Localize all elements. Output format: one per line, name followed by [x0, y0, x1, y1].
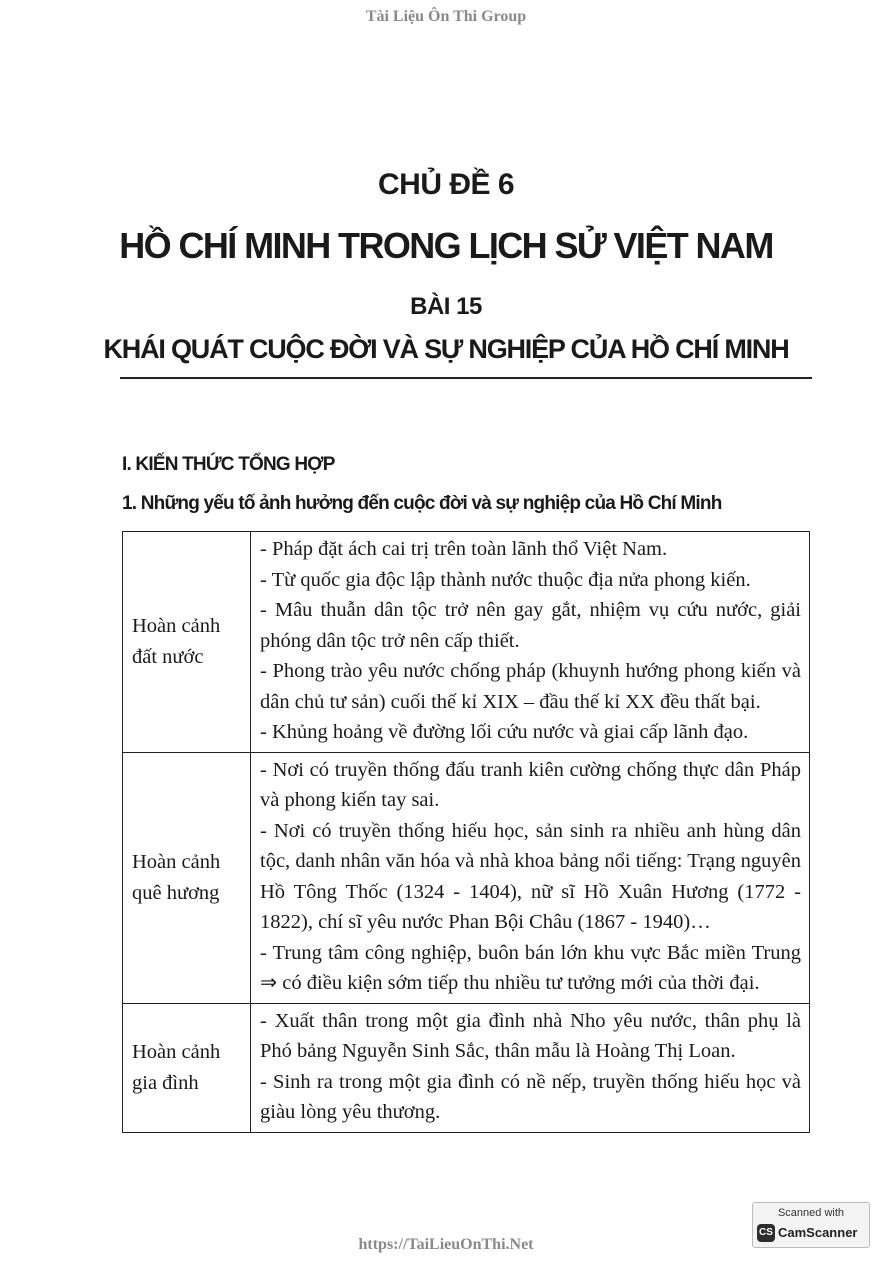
chapter-title: HỒ CHÍ MINH TRONG LỊCH SỬ VIỆT NAM: [119, 225, 773, 266]
content-item: - Nơi có truyền thống hiếu học, sản sinh ra nhiều anh hùng dân tộc, danh nhân văn hóa và nhà khoa bảng nổi tiếng: Trạng nguyên Hồ Tông Thốc (1324 - 1404), nữ sĩ Hồ Xuân Hương (1772 - 1822), chí sĩ yêu nước Phan Bội Châu (1867 - 1940)…: [260, 819, 801, 933]
content-item: - Xuất thân trong một gia đình nhà Nho yêu nước, thân phụ là Phó bảng Nguyễn Sinh Sắc, thân mẫu là Hoàng Thị Loan.: [260, 1009, 801, 1062]
row-content-hometown: [251, 752, 810, 1003]
camscanner-badge: [752, 1202, 870, 1248]
content-item: - Từ quốc gia độc lập thành nước thuộc địa nửa phong kiến.: [260, 568, 751, 591]
content-item: - Phong trào yêu nước chống pháp (khuynh hướng phong kiến và dân chủ tư sản) cuối thế kỉ XIX – đầu thế kỉ XX đều thất bại.: [260, 660, 801, 713]
content-item: - Khủng hoảng về đường lối cứu nước và giai cấp lãnh đạo.: [260, 721, 749, 743]
title-divider: [120, 377, 812, 379]
section-heading: I. KIẾN THỨC TỔNG HỢP: [122, 454, 335, 475]
chapter-heading: CHỦ ĐỀ 6: [377, 168, 515, 201]
content-item: - Sinh ra trong một gia đình có nề nếp, truyền thống hiếu học và giàu lòng yêu thương.: [260, 1070, 801, 1123]
table-row: [123, 532, 810, 753]
content-item: - Mâu thuẫn dân tộc trở nên gay gắt, nhiệm vụ cứu nước, giải phóng dân tộc trở nên cấp thiết.: [260, 599, 801, 652]
footer-url: https://TaiLieuOnThi.Net: [358, 1236, 534, 1253]
row-content-country: [251, 532, 810, 753]
row-label-country: Hoàn cảnh đất nước: [123, 532, 251, 753]
badge-name: CamScanner: [778, 1225, 858, 1240]
table-row: [123, 1003, 810, 1132]
factors-table: [122, 531, 810, 1133]
table-row: [123, 752, 810, 1003]
lesson-heading: BÀI 15: [410, 293, 482, 320]
content-item: - Nơi có truyền thống đấu tranh kiên cường chống thực dân Pháp và phong kiến tay sai.: [260, 758, 801, 811]
lesson-title: KHÁI QUÁT CUỘC ĐỜI VÀ SỰ NGHIỆP CỦA HỒ CHÍ MINH: [103, 334, 789, 364]
subsection-heading: 1. Những yếu tố ảnh hưởng đến cuộc đời và sự nghiệp của Hồ Chí Minh: [122, 493, 722, 514]
row-content-family: [251, 1003, 810, 1132]
content-item: - Trung tâm công nghiệp, buôn bán lớn khu vực Bắc miền Trung ⇒ có điều kiện sớm tiếp thu nhiều tư tưởng mới của thời đại.: [260, 941, 801, 994]
camscanner-logo-icon: CS: [757, 1224, 775, 1242]
row-label-family: Hoàn cảnh gia đình: [123, 1003, 251, 1132]
row-label-hometown: Hoàn cảnh quê hương: [123, 752, 251, 1003]
header-watermark: Tài Liệu Ôn Thi Group: [365, 8, 527, 25]
content-item: - Pháp đặt ách cai trị trên toàn lãnh thổ Việt Nam.: [260, 538, 668, 560]
badge-caption: Scanned with: [777, 1207, 845, 1219]
